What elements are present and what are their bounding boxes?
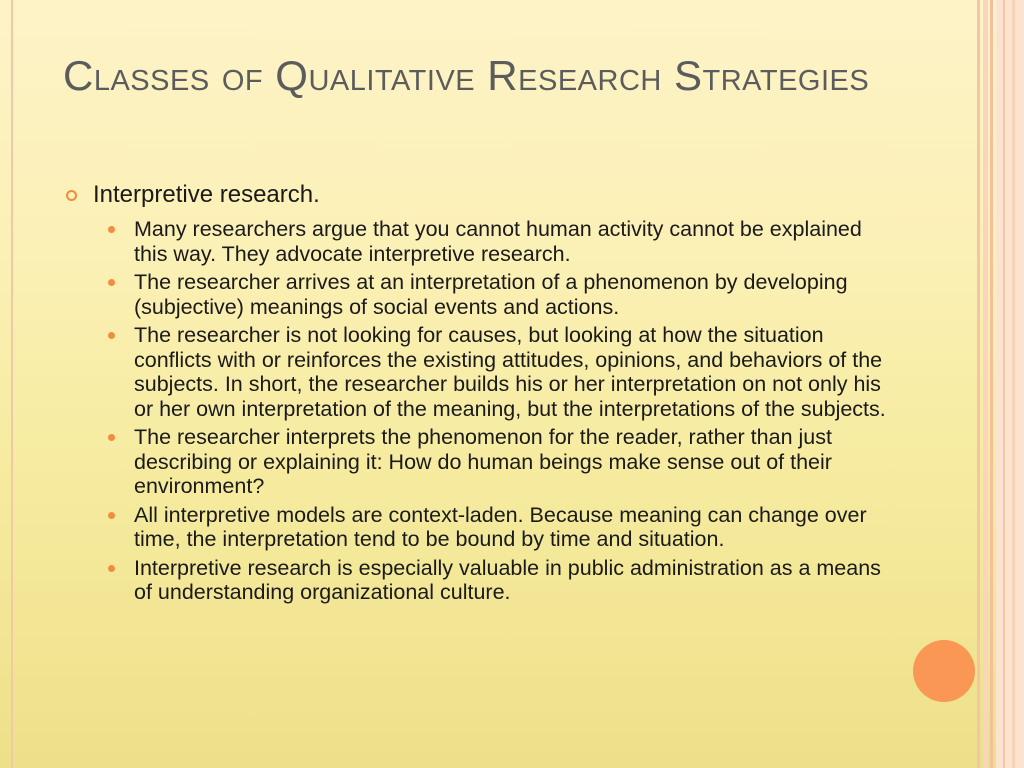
main-bullet-text: Interpretive research.	[93, 181, 320, 208]
right-stripe	[983, 0, 988, 768]
right-decorative-band	[996, 0, 1024, 768]
sub-bullet-item	[66, 425, 886, 499]
sub-bullet-text: All interpretive models are context-laden. Because meaning can change over time, the interpretation tend to be bound by time and situation.	[134, 502, 867, 551]
right-stripe	[977, 0, 980, 768]
sub-bullet-text: Interpretive research is especially valuable in public administration as a means of understanding organizational culture.	[134, 555, 881, 604]
dot-bullet-icon	[108, 565, 115, 572]
main-bullet-item	[66, 180, 886, 209]
dot-bullet-icon	[108, 512, 115, 519]
dot-bullet-icon	[108, 279, 115, 286]
right-stripe	[1012, 0, 1015, 768]
decorative-circle	[913, 640, 975, 702]
slide-body	[66, 180, 886, 609]
right-stripe	[1003, 0, 1005, 768]
sub-bullet-item	[66, 556, 886, 605]
sub-bullet-item	[66, 323, 886, 421]
dot-bullet-icon	[108, 332, 115, 339]
left-decorative-line	[11, 0, 13, 768]
ring-bullet-icon	[66, 190, 77, 201]
sub-bullet-text: Many researchers argue that you cannot human activity cannot be explained this way. They advocate interpretive research.	[134, 217, 862, 266]
right-stripe	[990, 0, 993, 768]
dot-bullet-icon	[108, 226, 115, 233]
sub-bullet-text: The researcher arrives at an interpretation of a phenomenon by developing (subjective) meanings of social events and actions.	[134, 270, 848, 319]
sub-bullet-item	[66, 270, 886, 319]
sub-bullet-item	[66, 503, 886, 552]
sub-bullet-text: The researcher is not looking for causes, but looking at how the situation conflicts with or reinforces the existing attitudes, opinions, and behaviors of the subjects. In short, the researcher builds his or her interpretation on not only his or her own interpretation of the meaning, but the interpretations of the subjects.	[134, 323, 886, 421]
dot-bullet-icon	[108, 434, 115, 441]
sub-bullet-item	[66, 217, 886, 266]
sub-bullet-text: The researcher interprets the phenomenon for the reader, rather than just describing or explaining it: How do human beings make sense out of their environment?	[134, 425, 832, 498]
slide-title: Classes of Qualitative Research Strategies	[63, 52, 870, 99]
